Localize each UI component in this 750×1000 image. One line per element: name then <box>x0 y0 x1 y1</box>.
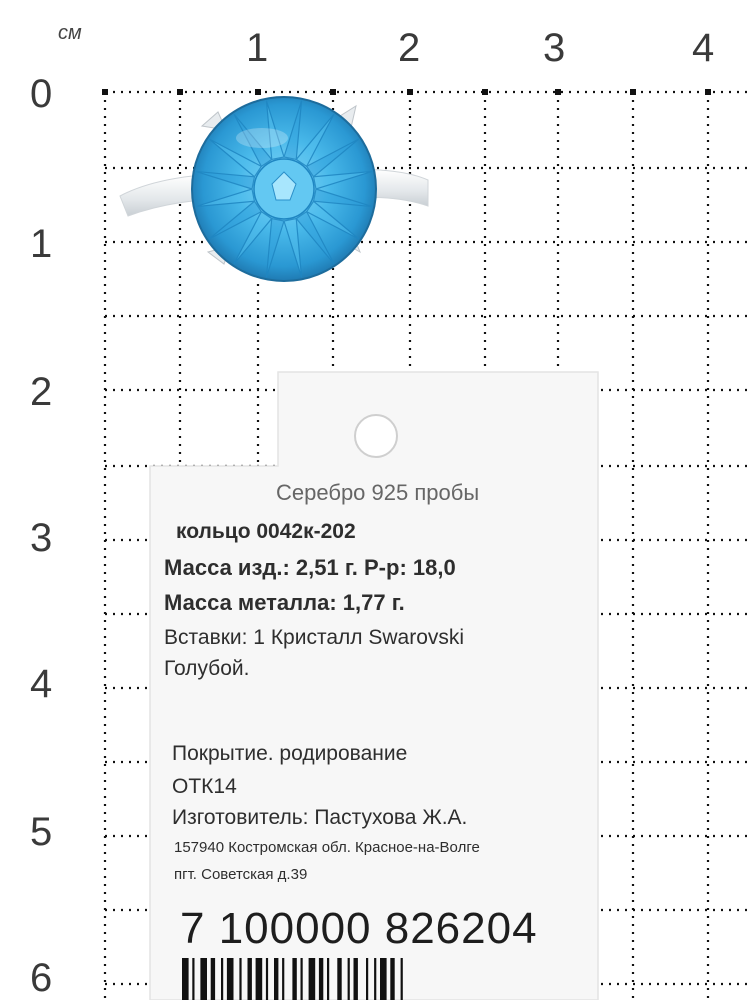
barcode-bar <box>309 958 316 1000</box>
barcode-bar <box>337 958 341 1000</box>
ruler-side-label-4: 4 <box>30 662 53 706</box>
tag-inserts-line-1: Вставки: 1 Кристалл Swarovski <box>164 626 465 649</box>
barcode-bar <box>380 958 387 1000</box>
tag-barcode-number: 7 100000 826204 <box>180 904 538 953</box>
ruler-side-label-3: 3 <box>30 516 53 560</box>
ruler-top-label-1: 1 <box>246 26 269 70</box>
barcode-bar <box>274 958 278 1000</box>
ruler-side-label-5: 5 <box>30 810 53 854</box>
tag-metal-mass: Масса металла: 1,77 г. <box>164 590 405 615</box>
tag-address-line-2: пгт. Советская д.39 <box>174 866 308 883</box>
barcode-bar <box>319 958 323 1000</box>
tag-item-mass: Масса изд.: 2,51 г. Р-р: 18,0 <box>164 555 456 580</box>
barcode-bar <box>266 958 268 1000</box>
ruler-top-label-4: 4 <box>692 26 715 70</box>
barcode-bar <box>182 958 189 1000</box>
ruler-top-label-2: 2 <box>398 26 421 70</box>
tag-item-code: кольцо 0042к-202 <box>176 520 356 543</box>
ruler-unit-label: см <box>58 22 82 44</box>
barcode-bar <box>390 958 394 1000</box>
barcode-bar <box>227 958 234 1000</box>
ruler-side-label-6: 6 <box>30 956 53 1000</box>
tag-otk: ОТК14 <box>172 775 237 798</box>
tag-inserts-line-2: Голубой. <box>164 657 250 680</box>
barcode-bar <box>354 958 358 1000</box>
barcode-bar <box>401 958 403 1000</box>
barcode-bar <box>292 958 296 1000</box>
barcode-bar <box>301 958 303 1000</box>
barcode-bar <box>211 958 215 1000</box>
ruler-side-label-0: 0 <box>30 72 53 116</box>
barcode-bar <box>374 958 376 1000</box>
tag-material: Серебро 925 пробы <box>276 480 480 505</box>
barcode-bar <box>192 958 194 1000</box>
tag-maker: Изготовитель: Пастухова Ж.А. <box>172 806 468 829</box>
ruler-top-label-3: 3 <box>543 26 566 70</box>
barcode-bar <box>248 958 252 1000</box>
barcode-bar <box>366 958 368 1000</box>
tag-address-line-1: 157940 Костромская обл. Красное-на-Волге <box>174 839 480 856</box>
barcode-bar <box>239 958 241 1000</box>
barcode-bar <box>221 958 223 1000</box>
barcode-bar <box>327 958 329 1000</box>
barcode-bar <box>348 958 350 1000</box>
barcode-bar <box>282 958 284 1000</box>
tag-coating: Покрытие. родирование <box>172 742 408 765</box>
ruler-side-label-1: 1 <box>30 222 53 266</box>
ruler-side-label-2: 2 <box>30 370 53 414</box>
barcode-bar <box>200 958 207 1000</box>
barcode-bar <box>256 958 263 1000</box>
